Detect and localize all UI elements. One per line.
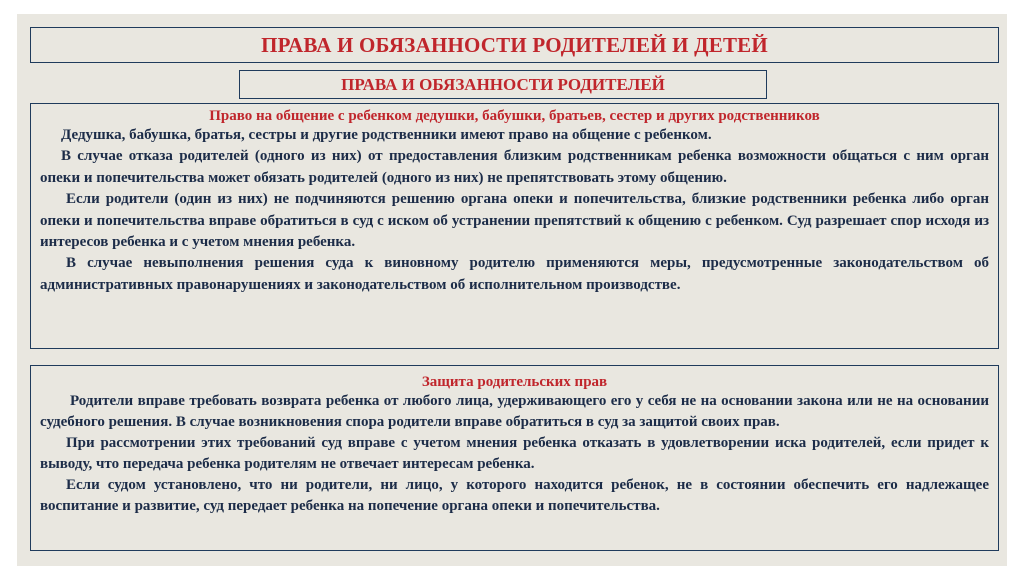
slide-subtitle: ПРАВА И ОБЯЗАННОСТИ РОДИТЕЛЕЙ <box>239 70 767 99</box>
section-parental-rights-protection <box>30 365 999 551</box>
paragraph: Если судом установлено, что ни родители, ни лицо, у которого находится ребенок, не в состоянии обеспечить его надлежащее воспитание и развитие, суд передает ребенка на попечение органа опеки и попечительства. <box>40 477 989 514</box>
paragraph: Если родители (один из них) не подчиняются решению органа опеки и попечительства, близкие родственники ребенка либо орган опеки и попечительства вправе обратиться в суд с иском об устранении препятствий к общению с ребенком. Суд разрешает спор исходя из интересов ребенка и с учетом мнения ребенка. <box>40 191 989 251</box>
section-relatives-heading: Право на общение с ребенком дедушки, бабушки, братьев, сестер и других родственников <box>209 108 820 124</box>
paragraph: Родители вправе требовать возврата ребенка от любого лица, удерживающего его у себя не на основании закона или не на основании судебного решения. В случае возникновения спора родители вправе обратиться в суд за защитой своих прав. <box>40 393 989 430</box>
paragraph: В случае невыполнения решения суда к виновному родителю применяются меры, предусмотренные законодательством об административных правонарушениях и законодательством об исполнительном производстве. <box>40 255 989 293</box>
section-relatives-communication <box>30 103 999 349</box>
paragraph: Дедушка, бабушка, братья, сестры и другие родственники имеют право на общение с ребенком. <box>61 127 712 143</box>
slide-title: ПРАВА И ОБЯЗАННОСТИ РОДИТЕЛЕЙ И ДЕТЕЙ <box>30 27 999 63</box>
paragraph: В случае отказа родителей (одного из них) от предоставления близким родственникам ребенка возможности общаться с ним орган опеки и попечительства может обязать родителей (одного из них) не препятствовать этому общению. <box>40 148 989 186</box>
slide <box>17 14 1007 566</box>
section-parental-rights-heading: Защита родительских прав <box>421 374 608 390</box>
paragraph: При рассмотрении этих требований суд вправе с учетом мнения ребенка отказать в удовлетворении иска родителей, если придет к выводу, что передача ребенка родителям не отвечает интересам ребенка. <box>40 435 989 472</box>
